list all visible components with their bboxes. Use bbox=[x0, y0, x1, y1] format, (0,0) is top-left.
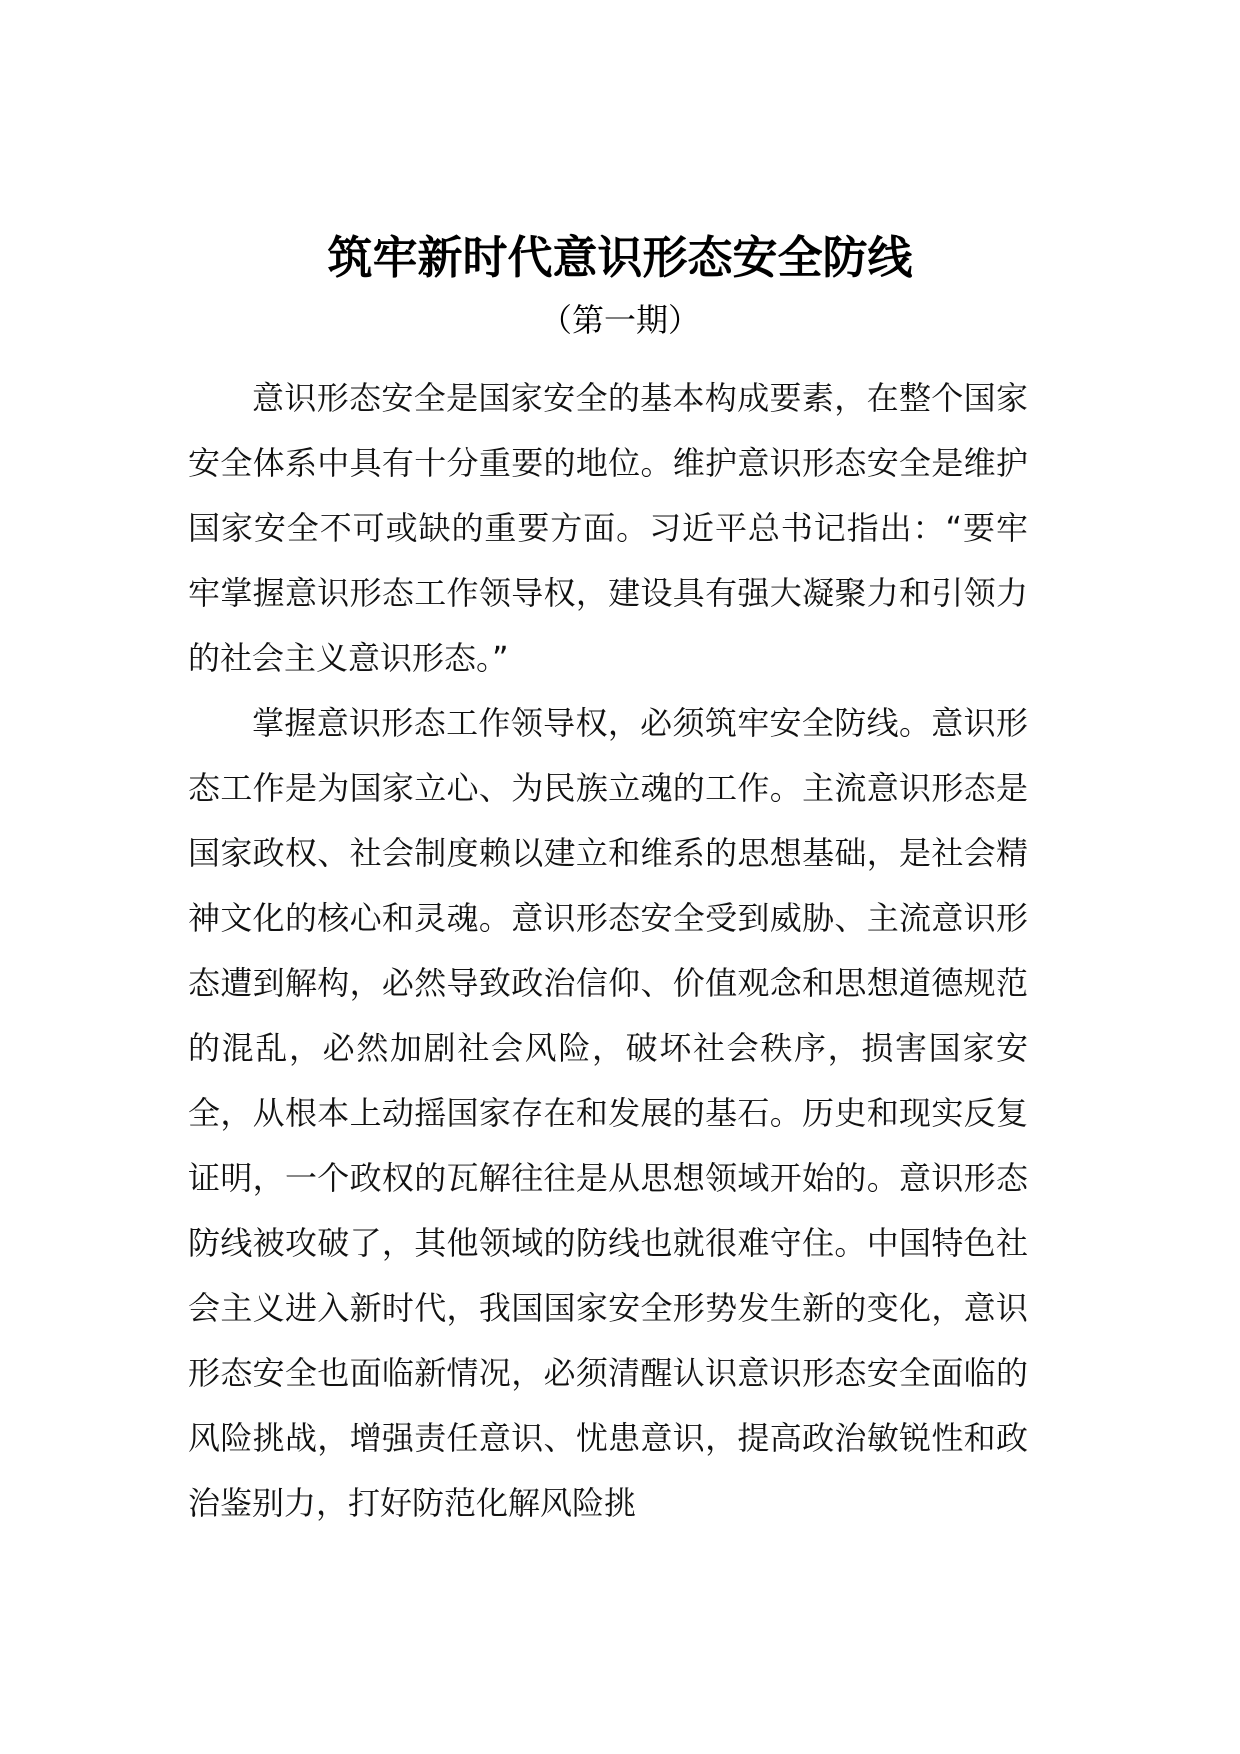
paragraph: 掌握意识形态工作领导权，必须筑牢安全防线。意识形态工作是为国家立心、为民族立魂的工作。主流意识形态是国家政权、社会制度赖以建立和维系的思想基础，是社会精神文化的核心和灵魂。意识形态安全受到威胁、主流意识形态遭到解构，必然导致政治信仰、价值观念和思想道德规范的混乱，必然加剧社会风险，破坏社会秩序，损害国家安全，从根本上动摇国家存在和发展的基石。历史和现实反复证明，一个政权的瓦解往往是从思想领域开始的。意识形态防线被攻破了，其他领域的防线也就很难守住。中国特色社会主义进入新时代，我国国家安全形势发生新的变化，意识形态安全也面临新情况，必须清醒认识意识形态安全面临的风险挑战，增强责任意识、忧患意识，提高政治敏锐性和政治鉴别力，打好防范化解风险挑 bbox=[188, 704, 1028, 1522]
document-body bbox=[188, 366, 1028, 1536]
document-subtitle: （第一期） bbox=[539, 301, 700, 339]
paragraph: 意识形态安全是国家安全的基本构成要素，在整个国家安全体系中具有十分重要的地位。维护意识形态安全是维护国家安全不可或缺的重要方面。习近平总书记指出：“要牢牢掌握意识形态工作领导权，建设具有强大凝聚力和引领力的社会主义意识形态。” bbox=[188, 379, 1028, 677]
document-title: 筑牢新时代意识形态安全防线 bbox=[327, 231, 913, 284]
